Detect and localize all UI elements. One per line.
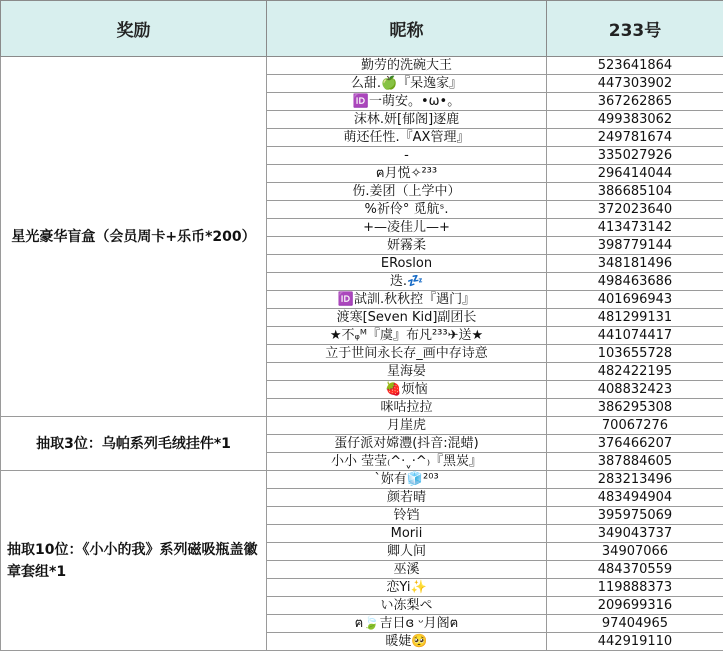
id-cell: 70067276	[547, 417, 723, 435]
nickname-cell: 颜若晴	[267, 489, 547, 507]
nickname-cell: ฅ月悦✧²³³	[267, 165, 547, 183]
id-cell: 398779144	[547, 237, 723, 255]
nickname-cell: 🆔試訓.秋秋控『遇门』	[267, 291, 547, 309]
id-cell: 523641864	[547, 57, 723, 75]
nickname-cell: 迭.💤	[267, 273, 547, 291]
id-cell: 348181496	[547, 255, 723, 273]
reward-cell: 抽取10位：《小小的我》系列磁吸瓶盖徽章套组*1	[1, 471, 267, 651]
nickname-cell: Morii	[267, 525, 547, 543]
nickname-cell: 咪咕拉拉	[267, 399, 547, 417]
nickname-cell: 小小 莹莹₍^·ˬ·^₎『黑炭』	[267, 453, 547, 471]
table-row	[1, 471, 723, 489]
table-row	[1, 57, 723, 75]
header-row	[1, 1, 723, 57]
id-cell: 349043737	[547, 525, 723, 543]
nickname-cell: 月崖虎	[267, 417, 547, 435]
nickname-cell: 恋Yi✨	[267, 579, 547, 597]
nickname-cell: +—凌佳儿—+	[267, 219, 547, 237]
nickname-cell: 勤劳的洗碗大王	[267, 57, 547, 75]
id-cell: 376466207	[547, 435, 723, 453]
nickname-cell: 巫溪	[267, 561, 547, 579]
id-cell: 482422195	[547, 363, 723, 381]
id-cell: 441074417	[547, 327, 723, 345]
id-cell: 395975069	[547, 507, 723, 525]
nickname-cell: 沫林.妍[郁阁]逐鹿	[267, 111, 547, 129]
nickname-cell: 么甜.🍏『呆逸家』	[267, 75, 547, 93]
table-body	[1, 57, 723, 651]
nickname-cell: ★不ᵩᴹ『虞』布凡²³³✈送★	[267, 327, 547, 345]
id-cell: 372023640	[547, 201, 723, 219]
id-cell: 442919110	[547, 633, 723, 651]
id-cell: 401696943	[547, 291, 723, 309]
id-cell: 367262865	[547, 93, 723, 111]
id-cell: 296414044	[547, 165, 723, 183]
nickname-cell: 🍓烦恼	[267, 381, 547, 399]
header-reward: 奖励	[1, 1, 267, 57]
id-cell: 283213496	[547, 471, 723, 489]
nickname-cell: ฅ🍃吉日ɞ ᵕ月阁ฅ	[267, 615, 547, 633]
nickname-cell: `妳有🧊²⁰³	[267, 471, 547, 489]
nickname-cell: -	[267, 147, 547, 165]
id-cell: 413473142	[547, 219, 723, 237]
id-cell: 119888373	[547, 579, 723, 597]
id-cell: 386295308	[547, 399, 723, 417]
id-cell: 408832423	[547, 381, 723, 399]
reward-cell: 抽取3位：乌帕系列毛绒挂件*1	[1, 417, 267, 471]
id-cell: 103655728	[547, 345, 723, 363]
nickname-cell: 立于世间永长存_画中存诗意	[267, 345, 547, 363]
nickname-cell: 渡寒[Seven Kid]副团长	[267, 309, 547, 327]
id-cell: 335027926	[547, 147, 723, 165]
nickname-cell: 萌还任性.『AX管理』	[267, 129, 547, 147]
header-233-id: 233号	[547, 1, 723, 57]
nickname-cell: 星海晏	[267, 363, 547, 381]
nickname-cell: ERoslon	[267, 255, 547, 273]
id-cell: 209699316	[547, 597, 723, 615]
id-cell: 499383062	[547, 111, 723, 129]
header-nickname: 昵称	[267, 1, 547, 57]
nickname-cell: 暖婕🥺	[267, 633, 547, 651]
id-cell: 481299131	[547, 309, 723, 327]
nickname-cell: 伤.姜团（上学中）	[267, 183, 547, 201]
id-cell: 447303902	[547, 75, 723, 93]
id-cell: 34907066	[547, 543, 723, 561]
nickname-cell: 蛋仔派对嫦灃(抖音:混蜡)	[267, 435, 547, 453]
id-cell: 97404965	[547, 615, 723, 633]
id-cell: 483494904	[547, 489, 723, 507]
id-cell: 498463686	[547, 273, 723, 291]
nickname-cell: 妍霧柔	[267, 237, 547, 255]
nickname-cell: %祈伶° 觅航ˢ.	[267, 201, 547, 219]
id-cell: 249781674	[547, 129, 723, 147]
id-cell: 387884605	[547, 453, 723, 471]
nickname-cell: 铃铛	[267, 507, 547, 525]
table-row	[1, 417, 723, 435]
reward-cell: 星光豪华盲盒（会员周卡+乐币*200）	[1, 57, 267, 417]
id-cell: 484370559	[547, 561, 723, 579]
id-cell: 386685104	[547, 183, 723, 201]
nickname-cell: い冻梨ペ	[267, 597, 547, 615]
nickname-cell: 卿人间	[267, 543, 547, 561]
nickname-cell: 🆔一萌安。•ω•。	[267, 93, 547, 111]
